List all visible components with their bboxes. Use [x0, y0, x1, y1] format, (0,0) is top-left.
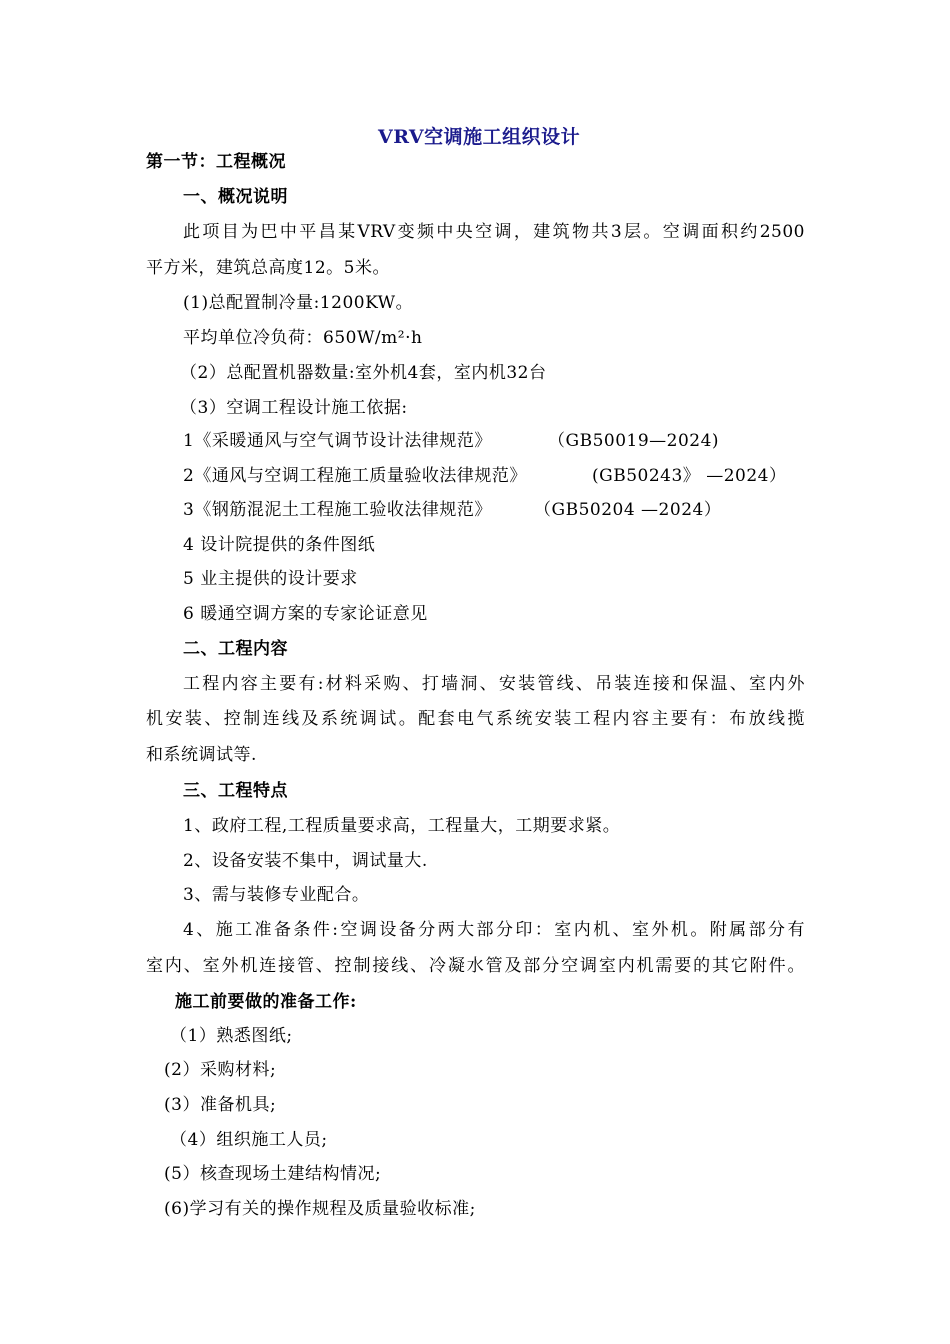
reference-1-name: 1《采暖通风与空气调节设计法律规范》	[183, 431, 492, 451]
preparation-item-4: （4）组织施工人员;	[170, 1130, 328, 1150]
heading-features: 三、工程特点	[183, 781, 288, 801]
reference-2-code: (GB50243》 —2024）	[592, 466, 787, 486]
preparation-item-2: (2）采购材料;	[164, 1060, 277, 1080]
reference-3-code: （GB50204 —2024）	[534, 500, 722, 520]
item-unit-load: 平均单位冷负荷：650W/m²·h	[183, 328, 423, 348]
feature-1: 1、政府工程,工程质量要求高，工程量大，工期要求紧。	[183, 816, 621, 836]
paragraph-content-line3: 和系统调试等.	[146, 745, 257, 765]
heading-overview: 一、概况说明	[183, 187, 288, 207]
paragraph-content-line1: 工程内容主要有:材料采购、打墙洞、安装管线、吊装连接和保温、室内外	[183, 674, 805, 694]
paragraph-overview-line1: 此项目为巴中平昌某VRV变频中央空调，建筑物共3层。空调面积约2500	[183, 222, 805, 242]
paragraph-content-line2: 机安装、控制连线及系统调试。配套电气系统安装工程内容主要有：布放线揽	[146, 709, 805, 729]
feature-4-line1: 4、施工准备条件:空调设备分两大部分印：室内机、室外机。附属部分有	[183, 920, 805, 940]
reference-6: 6 暖通空调方案的专家论证意见	[183, 604, 428, 624]
preparation-heading: 施工前要做的准备工作:	[175, 992, 357, 1012]
preparation-item-1: （1）熟悉图纸;	[170, 1026, 293, 1046]
preparation-item-3: (3）准备机具;	[164, 1095, 277, 1115]
item-cooling-capacity: (1)总配置制冷量:1200KW。	[183, 293, 414, 313]
reference-5: 5 业主提供的设计要求	[183, 569, 358, 589]
reference-3-name: 3《钢筋混泥土工程施工验收法律规范》	[183, 500, 492, 520]
item-design-basis: （3）空调工程设计施工依据:	[180, 398, 408, 418]
feature-3: 3、需与装修专业配合。	[183, 885, 370, 905]
feature-4-line2: 室内、室外机连接管、控制接线、冷凝水管及部分空调室内机需要的其它附件。	[146, 956, 805, 976]
preparation-item-5: (5）核查现场土建结构情况;	[164, 1164, 382, 1184]
section-heading: 第一节：工程概况	[146, 152, 286, 172]
reference-1-code: （GB50019—2024)	[548, 431, 720, 451]
paragraph-overview-line2: 平方米，建筑总高度12。5米。	[146, 258, 390, 278]
reference-4: 4 设计院提供的条件图纸	[183, 535, 376, 555]
document-title: VRV空调施工组织设计	[378, 126, 581, 148]
reference-2-name: 2《通风与空调工程施工质量验收法律规范》	[183, 466, 527, 486]
preparation-item-6: (6)学习有关的操作规程及质量验收标准;	[164, 1199, 476, 1219]
feature-2: 2、设备安装不集中，调试量大.	[183, 851, 428, 871]
item-machine-count: （2）总配置机器数量:室外机4套，室内机32台	[180, 363, 547, 383]
heading-content: 二、工程内容	[183, 639, 288, 659]
